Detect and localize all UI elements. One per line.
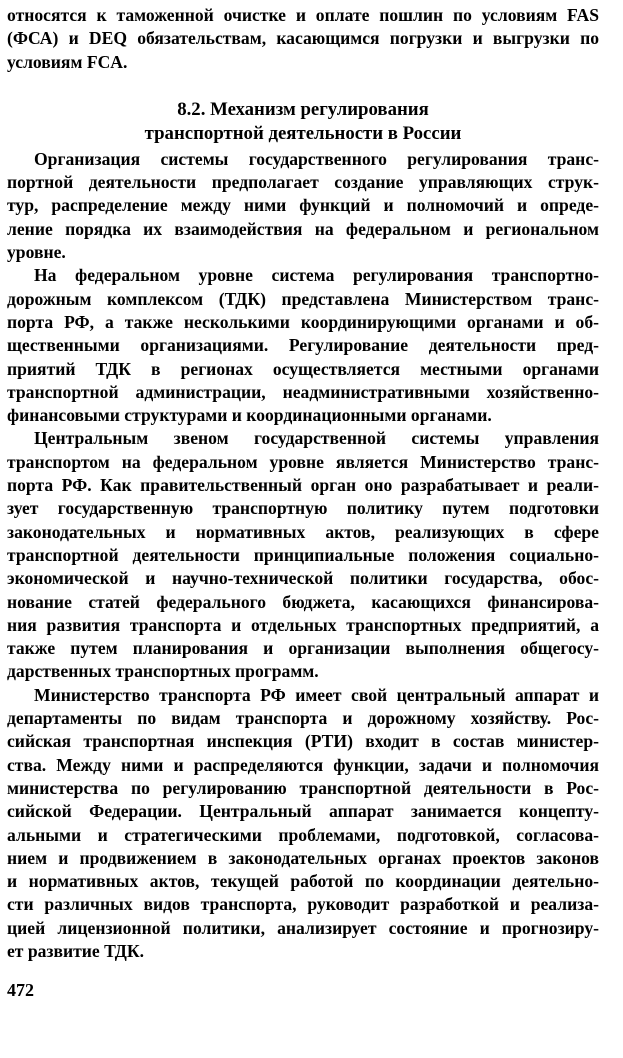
text-line: цией лицензионной политики, анализирует состояние и прогнозиру- xyxy=(7,917,599,938)
text-line: ства. Между ними и распределяются функции, задачи и полномочия xyxy=(7,754,599,775)
text-line: нование статей федерального бюджета, касающихся финансирова- xyxy=(7,591,599,612)
text-line: дарственных транспортных программ. xyxy=(7,661,319,682)
heading-line-1: 8.2. Механизм регулирования xyxy=(177,98,429,120)
paragraph-1 xyxy=(7,148,599,264)
paragraph-3 xyxy=(7,427,599,683)
text-line: ление порядка их взаимодействия на федеральном и региональном xyxy=(7,218,599,239)
text-line: сти различных видов транспорта, руководит разработкой и реализа- xyxy=(7,894,599,915)
text-line: относятся к таможенной очистке и оплате пошлин по условиям FAS xyxy=(7,5,599,25)
text-line: приятий ТДК в регионах осуществляется местными органами xyxy=(7,358,599,379)
text-line: портной деятельности предполагает создание управляющих струк- xyxy=(7,172,599,193)
text-line: Министерство транспорта РФ имеет свой центральный аппарат и xyxy=(34,684,599,705)
text-line: министерства по регулированию транспортной деятельности в Рос- xyxy=(7,777,599,798)
text-line: порта РФ. Как правительственный орган оно разрабатывает и реали- xyxy=(7,475,599,496)
text-line: ния развития транспорта и отдельных транспортных предприятий, а xyxy=(7,614,599,635)
text-line: Центральным звеном государственной системы управления xyxy=(34,428,599,449)
text-line: транспортной администрации, неадминистративными хозяйственно- xyxy=(7,381,599,402)
text-line: дорожным комплексом (ТДК) представлена Министерством транс- xyxy=(7,288,599,309)
text-line: сийской Федерации. Центральный аппарат занимается концепту- xyxy=(7,801,599,822)
text-line: На федеральном уровне система регулирования транспортно- xyxy=(34,265,599,286)
text-line: условиям FCA. xyxy=(7,51,128,72)
text-line: финансовыми структурами и координационными органами. xyxy=(7,405,492,426)
intro-paragraph xyxy=(7,4,599,74)
text-line: щественными организациями. Регулирование деятельности пред- xyxy=(7,335,599,356)
text-line: нием и продвижением в законодательных органах проектов законов xyxy=(7,847,599,868)
text-line: транспортной деятельности принципиальные положения социально- xyxy=(7,544,599,565)
page-number: 472 xyxy=(7,980,34,1000)
text-line: также путем планирования и организации выполнения общегосу- xyxy=(7,638,599,659)
document-page xyxy=(7,4,599,963)
paragraph-4 xyxy=(7,684,599,964)
text-line: и нормативных актов, текущей работой по координации деятельно- xyxy=(7,871,599,892)
heading-line-2: транспортной деятельности в России xyxy=(144,122,462,144)
text-line: альными и стратегическими проблемами, подготовкой, согласова- xyxy=(7,824,599,845)
text-line: (ФСА) и DEQ обязательствам, касающимся погрузки и выгрузки по xyxy=(7,28,599,49)
text-line: тур, распределение между ними функций и полномочий и опреде- xyxy=(7,195,599,216)
text-line: сийская транспортная инспекция (РТИ) входит в состав министер- xyxy=(7,731,599,752)
text-line: уровне. xyxy=(7,242,66,263)
text-line: департаменты по видам транспорта и дорожному хозяйству. Рос- xyxy=(7,708,599,729)
text-line: порта РФ, а также несколькими координирующими органами и об- xyxy=(7,311,599,332)
text-line: Организация системы государственного регулирования транс- xyxy=(34,148,599,169)
text-line: транспортом на федеральном уровне является Министерство транс- xyxy=(7,451,599,472)
text-line: ет развитие ТДК. xyxy=(7,940,145,961)
text-line: законодательных и нормативных актов, реализующих в сфере xyxy=(7,521,599,542)
text-line: экономической и научно-технической политики государства, обос- xyxy=(7,568,599,589)
paragraph-2 xyxy=(7,264,599,427)
section-heading xyxy=(7,98,599,146)
text-line: зует государственную транспортную политику путем подготовки xyxy=(7,498,599,519)
